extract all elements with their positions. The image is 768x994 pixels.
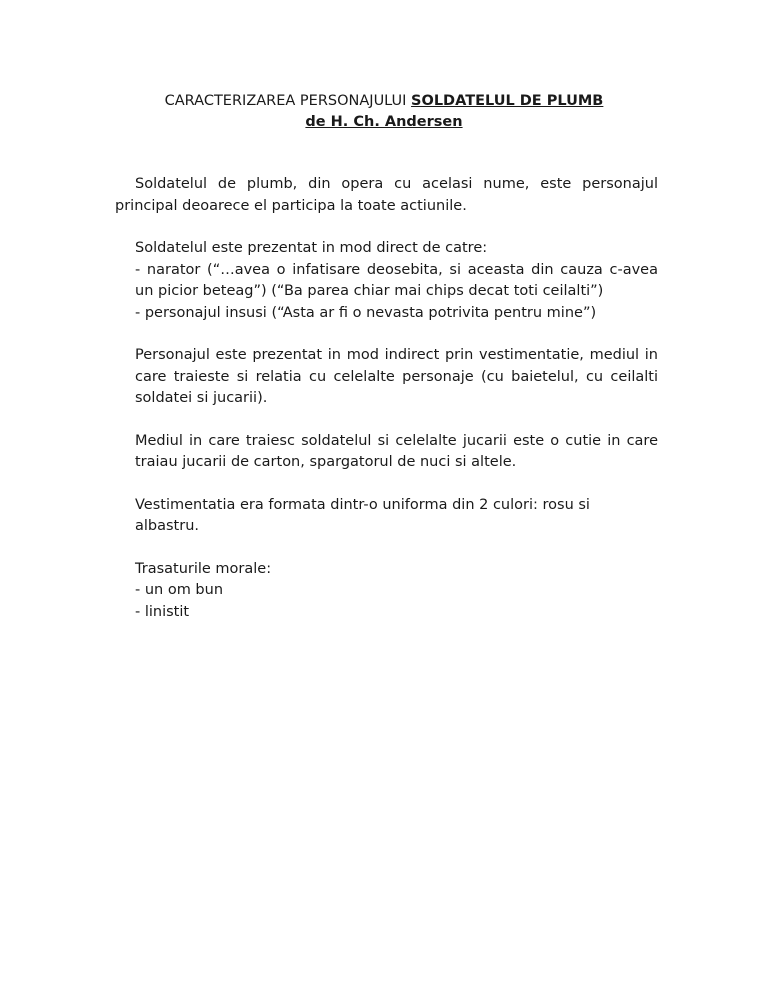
paragraph-intro: Soldatelul de plumb, din opera cu acelasi nume, este personajul principal deoarece el participa la toate actiunile. <box>115 176 658 214</box>
author-line: de H. Ch. Andersen <box>305 114 463 130</box>
paragraph-indirect: Personajul este prezentat in mod indirect prin vestimentatie, mediul in care traieste si relatia cu celelalte personaje (cu baietelul, cu ceilalti soldatei si jucarii). <box>135 347 658 406</box>
paragraph-direct-intro: Soldatelul este prezentat in mod direct de catre: <box>135 240 488 256</box>
list-item-om-bun: - un om bun <box>135 582 224 598</box>
body-text <box>115 174 658 623</box>
list-item-linistit: - linistit <box>135 603 190 620</box>
title-block <box>0 91 768 133</box>
work-title: SOLDATELUL DE PLUMB <box>411 93 604 109</box>
paragraph-vestimentatia: Vestimentatia era formata dintr-o uniforma din 2 culori: rosu si albastru. <box>135 496 590 534</box>
list-item-personaj: - personajul insusi (“Asta ar fi o nevasta potrivita pentru mine”) <box>135 304 597 321</box>
paragraph-mediul: Mediul in care traiesc soldatelul si celelalte jucarii este o cutie in care traiau jucarii de carton, spargatorul de nuci si altele. <box>135 432 658 470</box>
title-line <box>0 91 768 112</box>
paragraph-trasaturi-intro: Trasaturile morale: <box>135 560 272 577</box>
list-item-narator: - narator (“…avea o infatisare deosebita, si aceasta din cauza c-avea un picior beteag”) (“Ba parea chiar mai chips decat toti ceilalti”) <box>135 261 658 299</box>
title-prefix: CARACTERIZAREA PERSONAJULUI <box>164 93 412 109</box>
